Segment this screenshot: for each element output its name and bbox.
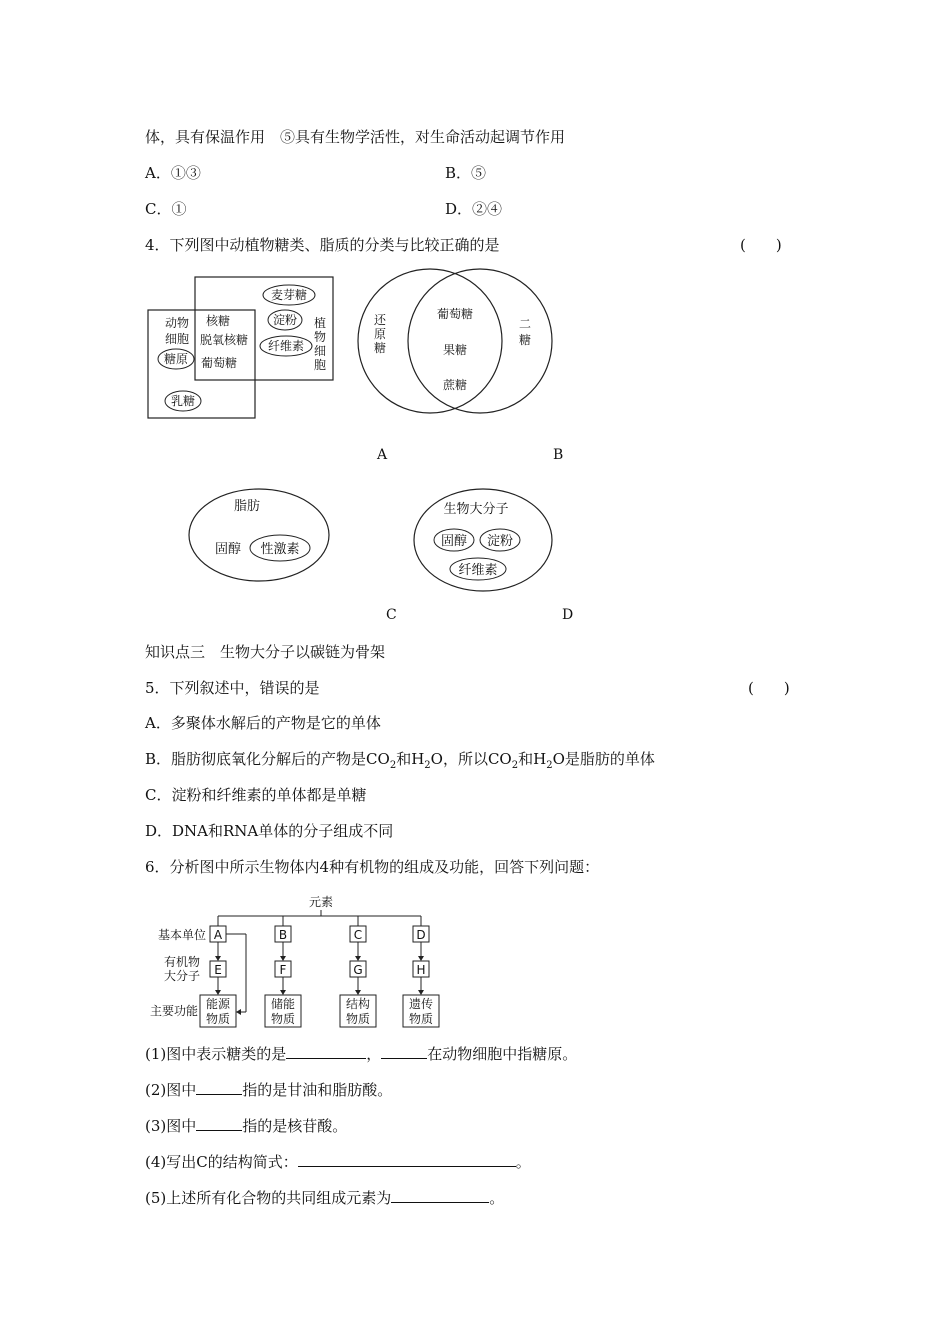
fat-label: 脂肪 [233,499,261,514]
macromolecule-label: 生物大分子 [443,502,509,517]
func-structure-2: 物质 [345,1012,371,1026]
plant-label-2: 物 [313,330,327,344]
lactose-label: 乳糖 [170,394,196,408]
q3-option-b[interactable]: B．⑤ [445,164,487,182]
row-unit-label: 基本单位 [157,928,207,942]
glycogen-label: 糖原 [163,352,189,366]
deoxyribose-label: 脱氧核糖 [199,333,249,347]
plant-label-1: 植 [313,316,327,330]
animal-label-2: 细胞 [164,332,190,346]
macro-h: H [416,963,426,977]
glucose-label: 葡萄糖 [200,356,238,370]
macro-f: F [279,963,287,977]
func-storage-1: 储能 [270,997,296,1011]
elements-label: 元素 [308,895,334,909]
unit-d: D [416,928,426,942]
q6-sub5: (5)上述所有化合物的共同组成元素为 。 [145,1189,505,1207]
ribose-label: 核糖 [205,314,231,328]
q5-option-b[interactable]: B．脂肪彻底氧化分解后的产物是$CO_2$和$H_2O$，所以$CO_2$和$H_2O$是脂肪的单体 [145,750,655,771]
q5-answer-paren[interactable]: ( ) [748,679,790,697]
q5-stem: 5．下列叙述中，错误的是 [145,679,320,697]
b-glucose-label: 葡萄糖 [436,307,474,321]
q4-stem: 4．下列图中动植物糖类、脂质的分类与比较正确的是 [145,236,500,254]
q3-option-a[interactable]: A．①③ [145,164,201,182]
q3-continuation: 体，具有保温作用 ⑤具有生物学活性，对生命活动起调节作用 [145,128,566,146]
q6-sub4: (4)写出C的结构简式： 。 [145,1153,531,1171]
func-energy-2: 物质 [205,1012,231,1026]
q3-option-c[interactable]: C．① [145,200,187,218]
blank-5[interactable] [391,1187,489,1203]
blank-2[interactable] [196,1079,242,1095]
q3-option-d[interactable]: D．②④ [445,200,503,218]
unit-c: C [353,928,363,942]
func-genetic-2: 物质 [408,1012,434,1026]
q6-stem: 6．分析图中所示生物体内4种有机物的组成及功能，回答下列问题： [145,858,600,876]
c-sterol-label: 固醇 [214,542,242,557]
b-fructose-label: 果糖 [442,343,468,357]
blank-1b[interactable] [381,1043,427,1059]
maltose-label: 麦芽糖 [270,288,308,302]
blank-3[interactable] [196,1115,242,1131]
q5-option-a[interactable]: A．多聚体水解后的产物是它的单体 [145,714,381,732]
reducing-label-3: 糖 [373,341,387,355]
fig-c-caption: C [386,607,397,623]
func-energy-1: 能源 [205,997,231,1011]
starch-label: 淀粉 [272,313,298,327]
row-macro-label-1: 有机物 [163,955,201,969]
d-sterol-label: 固醇 [440,534,468,549]
sex-hormone-label: 性激素 [260,542,300,557]
q6-sub2: (2)图中 指的是甘油和脂肪酸。 [145,1081,393,1099]
func-storage-2: 物质 [270,1012,296,1026]
macro-g: G [353,963,363,977]
section-heading: 知识点三 生物大分子以碳链为骨架 [145,643,386,661]
fig-b-caption: B [553,447,564,463]
q6-sub1: (1)图中表示糖类的是 ， 在动物细胞中指糖原。 [145,1045,578,1063]
animal-label-1: 动物 [164,316,190,330]
b-sucrose-label: 蔗糖 [442,378,468,392]
q5-option-d[interactable]: D．DNA和RNA单体的分子组成不同 [145,822,394,840]
row-macro-label-2: 大分子 [163,969,201,983]
func-genetic-1: 遗传 [408,997,434,1011]
func-structure-1: 结构 [345,997,371,1011]
d-cellulose-label: 纤维素 [458,563,498,578]
blank-4[interactable] [298,1151,516,1167]
fig-a-caption: A [377,447,388,463]
d-starch-label: 淀粉 [486,534,514,549]
reducing-label-1: 还 [373,313,387,327]
plant-label-4: 胞 [313,358,327,372]
unit-b: B [278,928,288,942]
unit-a: A [213,928,223,942]
q5-option-c[interactable]: C．淀粉和纤维素的单体都是单糖 [145,786,367,804]
plant-label-3: 细 [313,344,327,358]
macro-e: E [214,963,222,977]
reducing-label-2: 原 [373,327,387,341]
row-function-label: 主要功能 [149,1004,199,1018]
disaccharide-label-1: 二 [518,317,532,331]
q6-sub3: (3)图中 指的是核苷酸。 [145,1117,348,1135]
fig-d-caption: D [562,607,574,623]
blank-1a[interactable] [286,1043,366,1059]
q6-figure [150,894,439,1027]
q4-answer-paren[interactable]: ( ) [740,236,782,254]
cellulose-label: 纤维素 [267,339,305,353]
disaccharide-label-2: 糖 [518,333,532,347]
